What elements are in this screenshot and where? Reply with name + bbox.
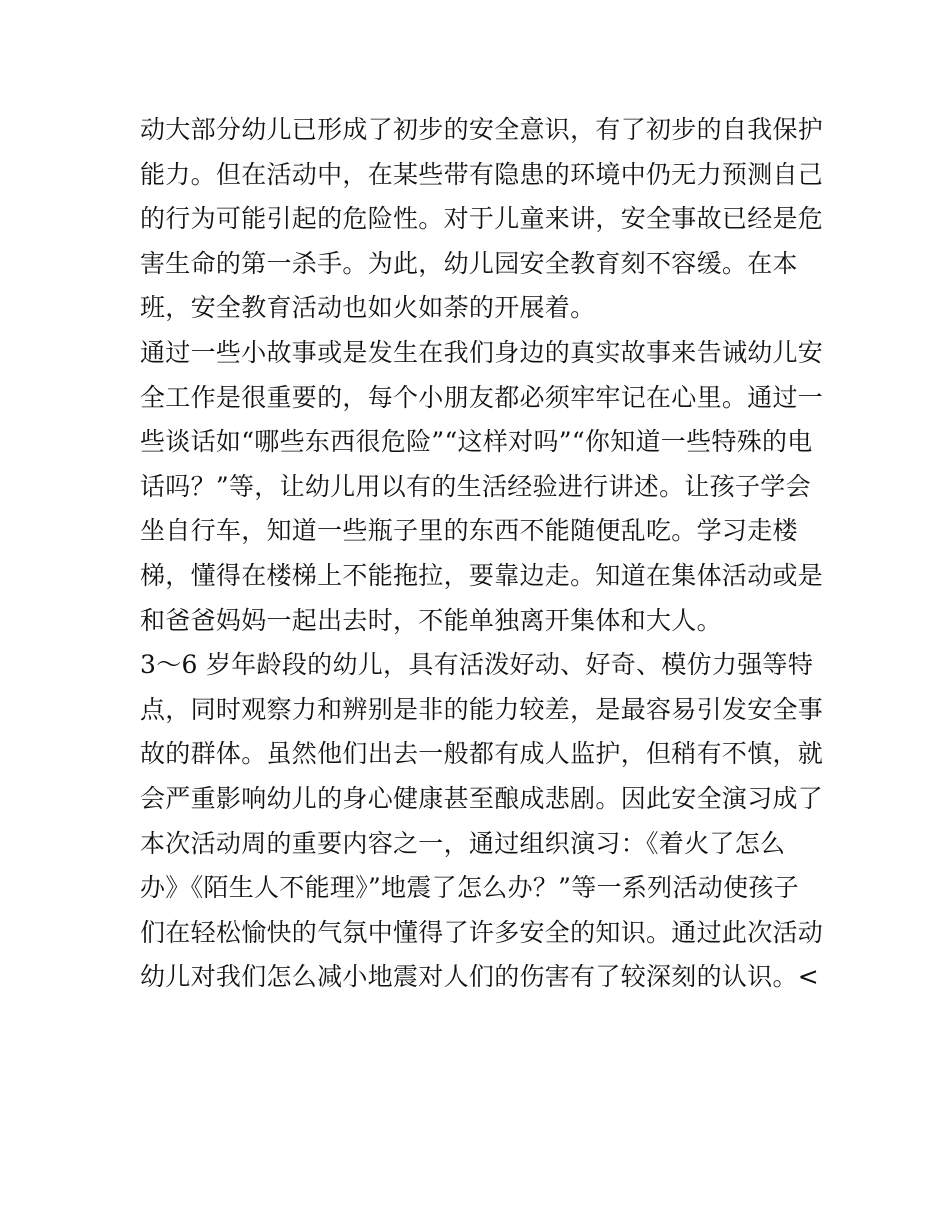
document-body xyxy=(140,108,824,1000)
text-line: 的行为可能引起的危险性。对于儿童来讲，安全事故已经是危 xyxy=(140,204,824,234)
text-line: 话吗？”等，让幼儿用以有的生活经验进行讲述。让孩子学会 xyxy=(140,471,811,501)
text-line: 3～6 岁年龄段的幼儿，具有活泼好动、好奇、模仿力强等特 xyxy=(140,650,814,680)
text-line: 班，安全教育活动也如火如荼的开展着。 xyxy=(140,293,596,323)
text-line: 点，同时观察力和辨别是非的能力较差，是最容易引发安全事 xyxy=(140,694,824,724)
text-line: 通过一些小故事或是发生在我们身边的真实故事来告诫幼儿安 xyxy=(140,337,824,367)
text-line: 害生命的第一杀手。为此，幼儿园安全教育刻不容缓。在本 xyxy=(140,248,798,278)
text-line: 能力。但在活动中，在某些带有隐患的环境中仍无力预测自己 xyxy=(140,159,824,189)
text-line: 和爸爸妈妈一起出去时，不能单独离开集体和大人。 xyxy=(140,605,722,635)
text-line: 会严重影响幼儿的身心健康甚至酿成悲剧。因此安全演习成了 xyxy=(140,783,824,813)
text-line: 办》《陌生人不能理》”地震了怎么办？”等一系列活动使孩子 xyxy=(140,873,799,903)
text-line: 全工作是很重要的，每个小朋友都必须牢牢记在心里。通过一 xyxy=(140,382,824,412)
text-line: 们在轻松愉快的气氛中懂得了许多安全的知识。通过此次活动 xyxy=(140,917,824,947)
text-line: 本次活动周的重要内容之一，通过组织演习：《着火了怎么 xyxy=(140,828,786,858)
text-line: 动大部分幼儿已形成了初步的安全意识，有了初步的自我保护 xyxy=(140,115,824,144)
text-line: 幼儿对我们怎么减小地震对人们的伤害有了较深刻的认识。< xyxy=(140,962,820,992)
text-line: 梯，懂得在楼梯上不能拖拉，要靠边走。知道在集体活动或是 xyxy=(140,560,824,590)
text-line: 些谈话如“哪些东西很危险”“这样对吗”“你知道一些特殊的电 xyxy=(140,427,813,457)
text-line: 故的群体。虽然他们出去一般都有成人监护，但稍有不慎，就 xyxy=(140,739,824,769)
text-line: 坐自行车，知道一些瓶子里的东西不能随便乱吃。学习走楼 xyxy=(140,516,798,546)
